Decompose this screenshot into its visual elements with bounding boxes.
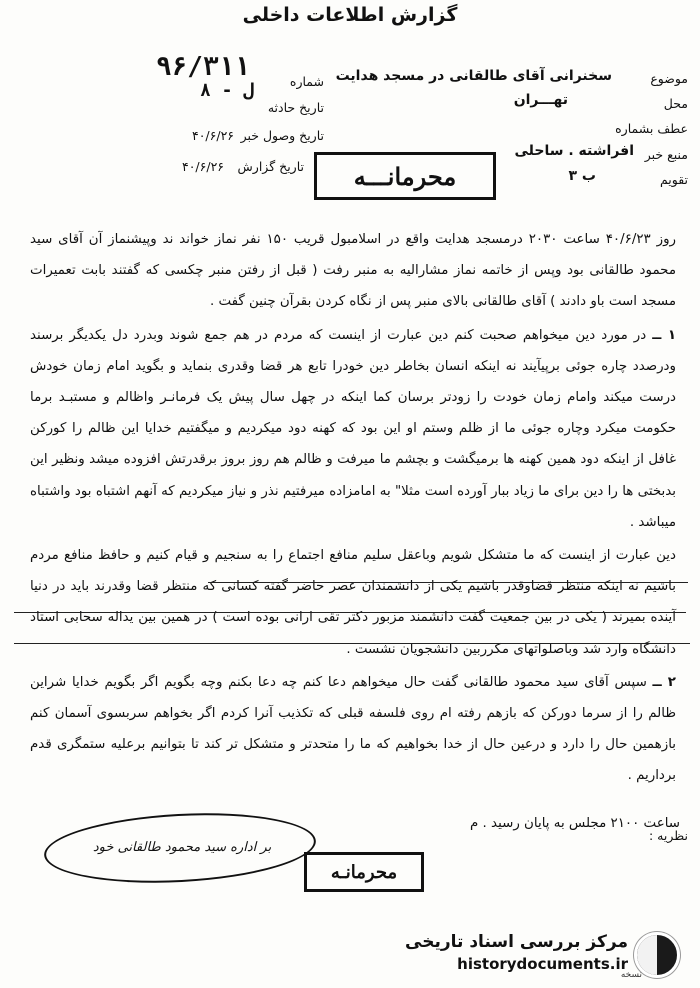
received-date-label: تاریخ وصول خبر: [240, 128, 324, 143]
intro-paragraph: روز ۴۰/۶/۲۳ ساعت ۲۰۳۰ درمسجد هدایت واقع در اسلامبول قریب ۱۵۰ نفر نماز خواند ند وپیشنماز آن آقای سید محمود طالقانی بود وپس از خاتمه نماز مشارالیه به منبر رفت ( قبل از رفتن منبر چکسی که گفتند بابت تعمیرات مسجد است باو دادند ) آقای طالقانی بالای منبر پس از نگاه کردن بقرآن چنین گفت .: [30, 232, 677, 310]
underline-3: [14, 643, 690, 644]
source-value: افراشته . ساحلی: [514, 143, 634, 159]
source-label: منبع خبر: [644, 147, 688, 162]
number-subvalue: ل - ۸: [200, 80, 255, 101]
report-date-value: ۴۰/۶/۲۶: [182, 159, 224, 174]
received-date-value: ۴۰/۶/۲۶: [192, 128, 234, 143]
paragraph-2: دین عبارت از اینست که ما متشکل شویم وباعقل سلیم منافع اجتماع را به سنجیم و قیام کنیم و حافظ منافع مردم باشیم نه اینکه منتظر قضاوقدر باشیم یکی از دانشمندان عصر حاضر گفته کسانی که منتظر قضا وقدرند باید در دنیا آینده بمیرند ( یکی در بین جمعیت گفت دانشمند مزبور دکتر تقی ارانی بوده است ) در همین بین یداله سحابی استاد دانشگاه وارد شد وباصلواتهای مکرربین دانشجویان نشست .: [30, 548, 676, 657]
place-label: محل: [663, 96, 688, 111]
paragraph-3: [30, 667, 676, 792]
evaluation-value: ب ۳: [568, 168, 596, 184]
confidential-stamp: محرمانـــه: [314, 152, 496, 200]
confidential-stamp-small: محرمانـه: [304, 852, 424, 892]
watermark-url: historydocuments.ir: [457, 955, 628, 973]
watermark-copy-label: نسخه: [620, 970, 642, 980]
reference-label: عطف بشماره: [615, 121, 688, 136]
watermark: [405, 930, 690, 982]
paragraph-3-number: ۲ ــ: [652, 674, 676, 690]
subject-value: سخنرانی آقای طالقانی در مسجد هدایت: [335, 68, 612, 84]
underline-2: [14, 612, 686, 613]
number-value: ۹۶/۳۱۱: [156, 52, 250, 82]
paragraph-3-text: سپس آقای سید محمود طالقانی گفت حال میخواهم دعا کنم چه دعا بکنم وچه بگویم اگر بگویم خدایا شراین ظالم را از سرما دورکن که بازهم رفته ام روی فلسفه قبلی که تکذیب آنرا کردم اگر بخواهم سربسوی آسمان کنم بازهمین حال را دارد و درعین حال از خدا بخواهیم که ما را متحدتر و متشکل تر کند تا بتوانیم برعلیه ستمگری قدم برداریم .: [30, 674, 676, 784]
closing-text: ساعت ۲۱۰۰ مجلس به پایان رسید . م: [469, 816, 680, 831]
paragraph-1-number: ۱ ــ: [652, 327, 676, 343]
report-body: [30, 224, 676, 792]
number-label: شماره: [289, 74, 324, 89]
subject-label: موضوع: [650, 71, 688, 86]
paragraph-1: [30, 320, 676, 538]
document-title: گزارش اطلاعات داخلی: [242, 4, 458, 26]
underline-1: [208, 582, 688, 583]
watermark-title: مرکز بررسی اسناد تاریخی: [405, 932, 628, 952]
opinion-label: نظریه :: [649, 828, 688, 843]
paragraph-1-text: در مورد دین میخواهم صحبت کنم دین عبارت از اینست که مردم در هم جمع شوند وبدرد دل یکدیگر برسند ودرصدد چاره جوئی برپیآیند نه اینکه انسان بخاطر دین خودرا تابع هر قضا وقدری بنماید و بگوید امام زمان خودش درست میکند وامام زمان خودت را زودتر برسان کما اینکه در چهل سال پیش یک فرمانـر واظالم و مستبـد برما حکومت میکرد وچاره جوئی ما از ظلم وستم او این بود که کهنه دود میکردیم و میگفتیم خدایا این ظالم را کورکن غافل از اینکه دود همین کهنه ها برمیگشت و بچشم ما میرفت و ظالم هم روز بروز برقدرتش افزوده میشد ونظیر این بدبختی ها را دین برای ما زیاد ببار آورده است مثلا" به امامزاده میرفتیم نذر و نیاز میکردیم که آنهم اشتباه بود واشتباه میباشد .: [30, 327, 676, 530]
report-date-label: تاریخ گزارش: [237, 159, 304, 174]
place-value: تهـــران: [513, 92, 568, 108]
incident-date-label: تاریخ حادثه: [267, 100, 324, 115]
handwritten-signature: بر اداره سید محمود طالقانی خود: [92, 840, 272, 855]
evaluation-label: تقویم: [659, 172, 688, 187]
